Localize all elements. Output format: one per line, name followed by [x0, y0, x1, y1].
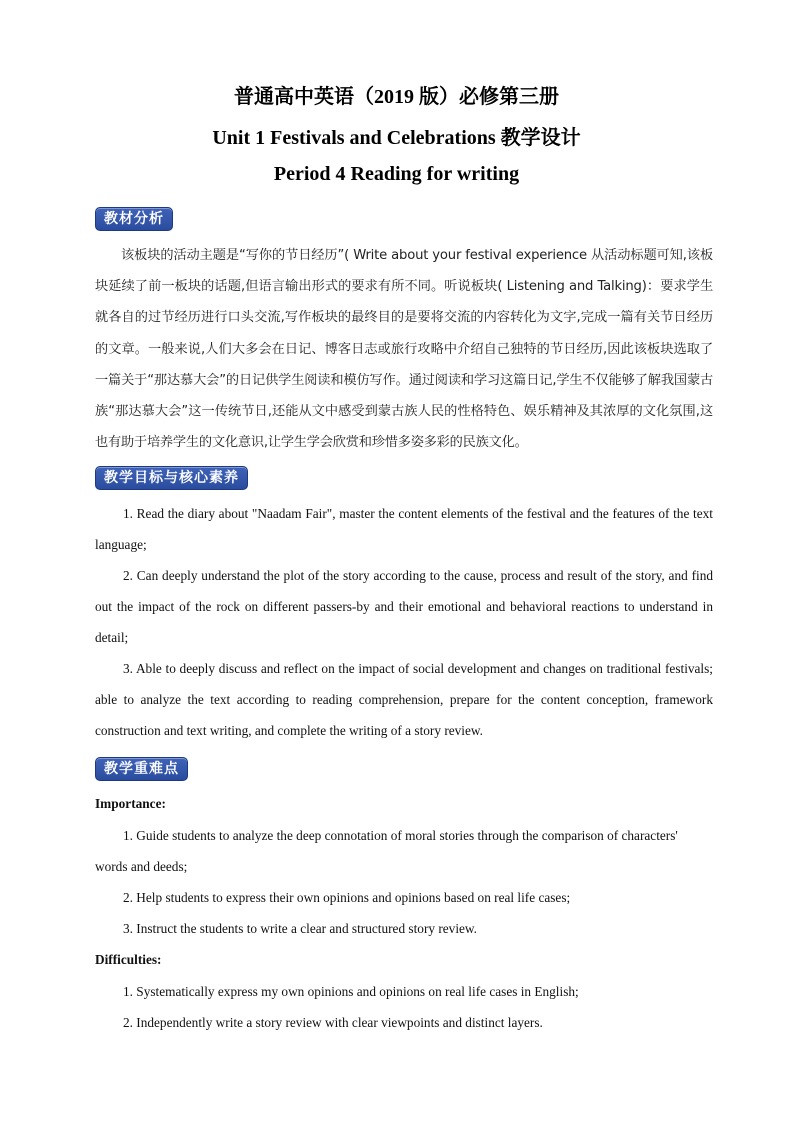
objective-item: 1. Read the diary about "Naadam Fair", master the content elements of the festival and the features of the text language;: [95, 506, 713, 552]
section-badge-analysis: 教材分析: [95, 207, 173, 231]
objective-item: 2. Can deeply understand the plot of the story according to the cause, process and result of the story, and find out the impact of the rock on different passers-by and their emotional and behavioral reactions to understand in detail;: [95, 568, 713, 645]
section-badge-objectives: 教学目标与核心素养: [95, 466, 248, 490]
section-badge-key-points: 教学重难点: [95, 757, 188, 781]
period-title: Period 4 Reading for writing: [273, 163, 520, 185]
objectives-list: [95, 498, 713, 746]
importance-item: 2. Help students to express their own opinions and opinions based on real life cases;: [123, 890, 571, 905]
difficulties-list: [95, 976, 713, 1038]
unit-title: Unit 1 Festivals and Celebrations 教学设计: [212, 127, 581, 149]
objective-item: 3. Able to deeply discuss and reflect on the impact of social development and changes on traditional festivals; able to analyze the text according to reading comprehension, prepare for the content conception, framework construction and text writing, and complete the writing of a story review.: [95, 661, 713, 738]
importance-list: [95, 820, 713, 944]
importance-item: 1. Guide students to analyze the deep connotation of moral stories through the comparison of characters' words and deeds;: [95, 828, 678, 874]
importance-item: 3. Instruct the students to write a clear and structured story review.: [123, 921, 477, 936]
difficulty-item: 2. Independently write a story review with clear viewpoints and distinct layers.: [123, 1015, 543, 1030]
difficulty-item: 1. Systematically express my own opinions and opinions on real life cases in English;: [123, 984, 579, 999]
importance-heading: Importance:: [95, 796, 166, 811]
textbook-title: 普通高中英语（2019 版）必修第三册: [234, 86, 559, 108]
analysis-paragraph: 该板块的活动主题是“写你的节日经历”( Write about your festival experience 从活动标题可知,该板块延续了前一板块的话题,但语言输出形式的要求有所不同。听说板块( Listening and Talking)：要求学生就各自的过节经历进行口头交流,写作板块的最终目的是要将交流的内容转化为文字,完成一篇有关节日经历的文章。一般来说,人们大多会在日记、博客日志或旅行攻略中介绍自己独特的节日经历,因此该板块选取了一篇关于“那达慕大会”的日记供学生阅读和模仿写作。通过阅读和学习这篇日记,学生不仅能够了解我国蒙古族“那达慕大会”这一传统节日,还能从文中感受到蒙古族人民的性格特色、娱乐精神及其浓厚的文化氛围,这也有助于培养学生的文化意识,让学生学会欣赏和珍惜多姿多彩的民族文化。: [95, 248, 713, 451]
difficulties-heading: Difficulties:: [95, 952, 162, 967]
